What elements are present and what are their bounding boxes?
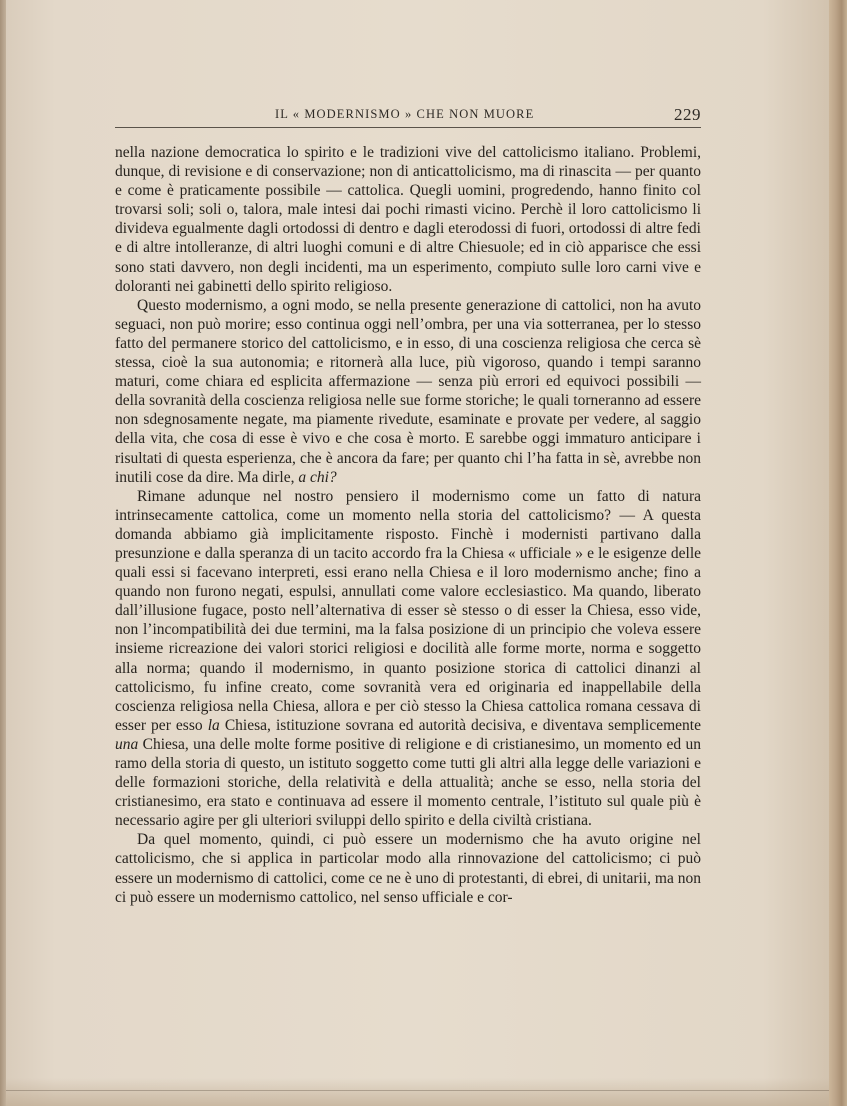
paragraph-3	[115, 487, 701, 831]
paragraph-2	[115, 296, 701, 487]
paragraph-3-italic-una: una	[115, 735, 139, 753]
page-bottom-line	[6, 1090, 829, 1091]
paragraph-3-text-2: Chiesa, istituzione sovrana ed autorità decisiva, e diventava semplicemente	[219, 716, 701, 734]
page-right-edge	[829, 0, 847, 1106]
page-number: 229	[674, 105, 701, 124]
running-header	[115, 105, 701, 125]
paragraph-1-text: nella nazione democratica lo spirito e le tradizioni vive del cattolicismo italiano. Problemi, dunque, di revisione e di conservazione; non di anticattolicismo, ma di rinascita — per quanto e come è praticamente possibile — cattolica. Quegli uomini, progredendo, hanno finito col trovarsi soli; soli o, talora, male intesi dai pochi rimasti vicino. Perchè il loro cattolicismo li divideva egualmente dagli ortodossi di dentro e dagli eterodossi di fuori, ortodossi di altre fedi e di altre intolleranze, di altri luoghi comuni e di altre Chiesuole; ed in ciò apparisce che essi sono stati davvero, non degli incidenti, ma un esperimento, compiuto sulle loro carni vive e doloranti nei gabinetti dello spirito religioso.	[115, 144, 701, 295]
paragraph-3-text-3: Chiesa, una delle molte forme positive di religione e di cristianesimo, un momento ed un ramo della storia di questo, un istituto soggetto come tutti gli altri alla legge delle variazioni e delle formazioni storiche, della relatività e della attualità; anche se esso, nella storia del cristianesimo, era stato e continuava ad essere il momento centrale, l’istituto sul quale più è necessario agire per gli ulteriori sviluppi dello spirito e della civiltà cristiana.	[115, 735, 701, 830]
paragraph-3-text: Rimane adunque nel nostro pensiero il modernismo come un fatto di natura intrinsecamente cattolica, come un momento nella storia del cattolicismo? — A questa domanda abbiamo già implicitamente risposto. Finchè i modernisti partivano dalla presunzione e dalla speranza di un tacito accordo fra la Chiesa « ufficiale » e le esigenze delle quali essi si facevano interpreti, essi erano nella Chiesa e il loro modernismo anche; fino a quando non furono negati, espulsi, annullati come valore ecclesiastico. Ma quando, liberato dall’illusione fugace, posto nell’alternativa di esser sè stesso o di esser la Chiesa, esso vide, non l’incompatibilità dei due termini, ma la falsa posizione di un principio che voleva essere insieme ricreazione dei valori storici religiosi e docilità alle forme morte, norma e soggetto alla norma; quando il modernismo, in quanto posizione storica di cattolici dinanzi al cattolicismo, fu infine creato, come sovranità vera ed originaria ed inappellabile della coscienza religiosa nella Chiesa, allora e per ciò stesso la Chiesa cattolica romana cessava di esser per esso	[115, 487, 701, 734]
paragraph-3-italic-la: la	[207, 716, 220, 734]
body-text	[115, 143, 701, 907]
paragraph-4-text: Da quel momento, quindi, ci può essere un modernismo che ha avuto origine nel cattolicismo, che si applica in particolar modo alla rinnovazione del cattolicismo; ci può essere un modernismo di cattolici, come ce ne è uno di protestanti, di ebrei, di unitarii, ma non ci può essere un modernismo cattolico, nel senso ufficiale e cor-	[115, 831, 701, 906]
paragraph-2-italic-question: a chi?	[298, 468, 337, 486]
paragraph-1	[115, 143, 701, 296]
paragraph-2-text: Questo modernismo, a ogni modo, se nella presente generazione di cattolici, non ha avuto seguaci, non può morire; esso continua oggi nell’ombra, per una via sotterranea, per lo stesso fatto del permanere storico del cattolicismo, e in esso, di una coscienza religiosa che cerca sè stessa, cioè la sua autonomia; e ritornerà alla luce, più vigoroso, quando i tempi saranno maturi, come chiara ed esplicita affermazione — senza più errori ed equivoci possibili — della sovranità della coscienza religiosa nelle sue forme storiche; le quali torneranno ad essere non sdegnosamente negate, ma piamente rivedute, esaminate e provate per vedere, al saggio della vita, che cosa di esse è vivo e che cosa è morto. E sarebbe oggi immaturo anticipare i risultati di questa esperienza, che è ancora da fare; per quanto chi l’ha fatta in sè, avrebbe non inutili cose da dire. Ma dirle,	[115, 296, 701, 486]
page-bottom-shadow	[6, 1078, 829, 1106]
running-title: IL « MODERNISMO » CHE NON MUORE	[275, 107, 535, 121]
paragraph-4	[115, 830, 701, 906]
header-rule	[115, 127, 701, 128]
